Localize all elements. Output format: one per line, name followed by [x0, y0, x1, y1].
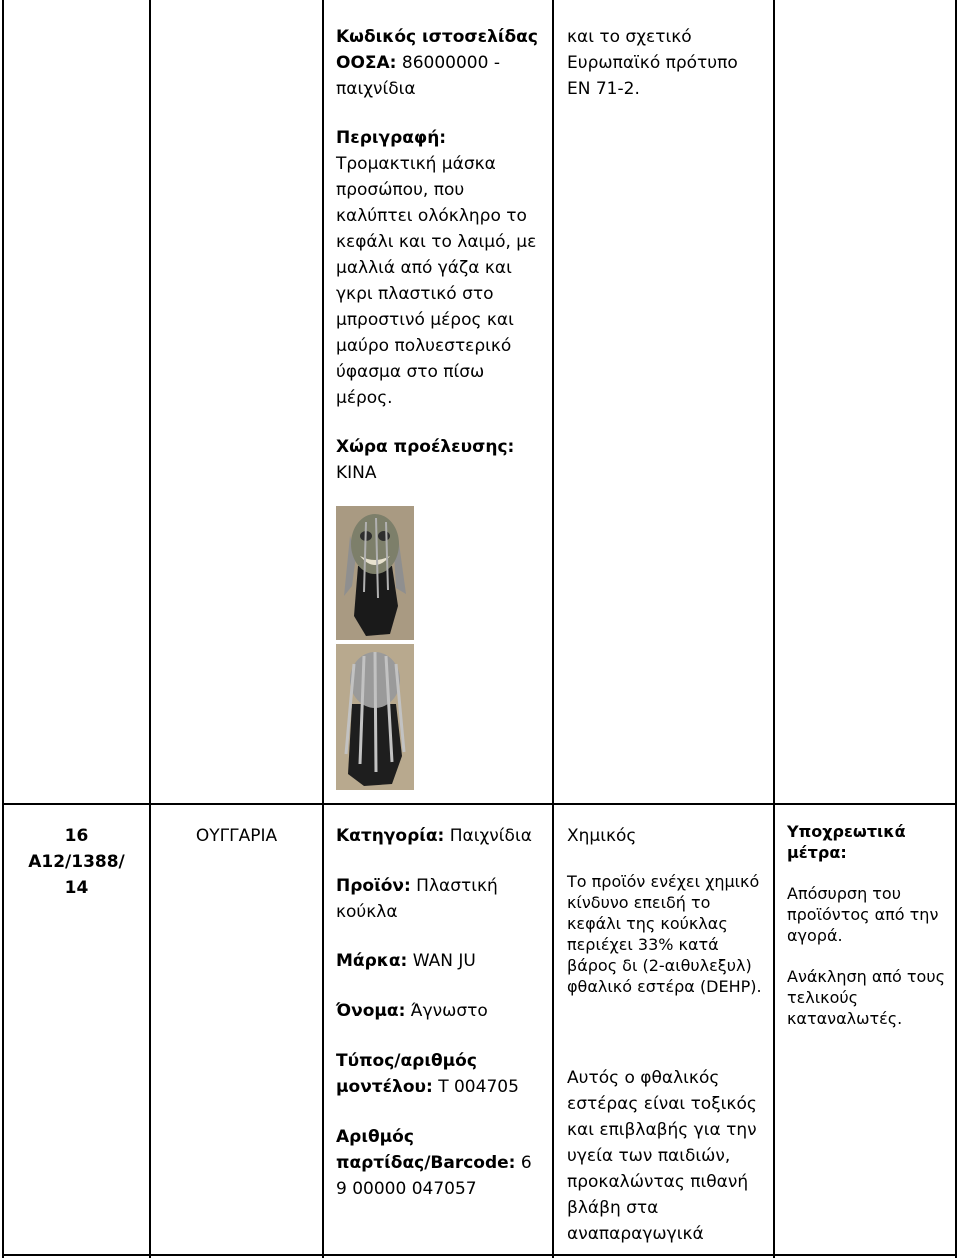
batch-label: Αριθμός παρτίδας/Barcode:	[336, 1127, 516, 1173]
col-line-2	[322, 0, 324, 1258]
col-line-1	[149, 0, 151, 1258]
description-label: Περιγραφή:	[336, 128, 447, 148]
origin-value: ΚΙΝΑ	[336, 463, 377, 483]
row-separator	[2, 803, 957, 805]
description	[336, 125, 546, 411]
row-number: 16	[64, 826, 89, 846]
description-value: Τρομακτική μάσκα προσώπου, που καλύπτει ολόκληρο το κεφάλι και το λαιμό, με μαλλιά από γάζα και γκρι πλαστικό στο μπροστινό μέρος και μαύρο πολυεστερικό ύφασμα στο πίσω μέρος.	[336, 154, 537, 408]
batch-value: 6 9 00000 047057	[336, 1153, 532, 1199]
mask-photo-back	[336, 644, 414, 790]
col-line-4	[773, 0, 775, 1258]
model	[336, 1048, 536, 1100]
risk-description-continued: Αυτός ο φθαλικός εστέρας είναι τοξικός και επιβλαβής για την υγεία των παιδιών, προκαλώντας πιθανή βλάβη στα αναπαραγωγικά	[567, 1068, 757, 1244]
notifying-country: ΟΥΓΓΑΡΙΑ	[195, 826, 278, 846]
brand-value: WAN JU	[412, 951, 476, 971]
standard-text: και το σχετικό Ευρωπαϊκό πρότυπο ΕΝ 71-2.	[567, 27, 738, 99]
row-reference: A12/1388/	[28, 852, 125, 872]
measure-recall: Ανάκληση από τους τελικούς καταναλωτές.	[787, 967, 945, 1028]
site-code-value: 86000000 - παιχνίδια	[336, 53, 500, 99]
name-value: Άγνωστο	[410, 1001, 488, 1021]
border-left	[2, 0, 4, 1258]
category-value: Παιχνίδια	[449, 826, 532, 846]
product-label: Προϊόν:	[336, 876, 411, 896]
product-value: Πλαστική κούκλα	[336, 876, 498, 922]
batch	[336, 1124, 546, 1202]
name-label: Όνομα:	[336, 1001, 406, 1021]
model-label: Τύπος/αριθμός μοντέλου:	[336, 1051, 477, 1097]
measures-label: Υποχρεωτικά μέτρα:	[787, 822, 906, 862]
measure-withdrawal: Απόσυρση του προϊόντος από την αγορά.	[787, 884, 939, 945]
row-reference-suffix: 14	[64, 878, 89, 898]
border-right	[955, 0, 957, 1258]
brand	[336, 948, 546, 974]
border-bottom	[2, 1254, 957, 1256]
name	[336, 998, 546, 1024]
risk-type: Χημικός	[567, 826, 637, 846]
risk-description: Το προϊόν ενέχει χημικό κίνδυνο επειδή το κεφάλι της κούκλας περιέχει 33% κατά βάρος δι (2-αιθυλεξυλ) φθαλικό εστέρα (DEHP).	[567, 872, 762, 996]
origin-label: Χώρα προέλευσης:	[336, 437, 515, 457]
model-value: T 004705	[438, 1077, 519, 1097]
category	[336, 823, 546, 849]
site-code-label: Κωδικός ιστοσελίδας ΟΟΣΑ:	[336, 27, 538, 73]
product	[336, 873, 526, 925]
origin	[336, 434, 546, 486]
col-line-3	[552, 0, 554, 1258]
brand-label: Μάρκα:	[336, 951, 408, 971]
category-label: Κατηγορία:	[336, 826, 445, 846]
site-code	[336, 24, 541, 102]
mask-photo-front	[336, 506, 414, 640]
